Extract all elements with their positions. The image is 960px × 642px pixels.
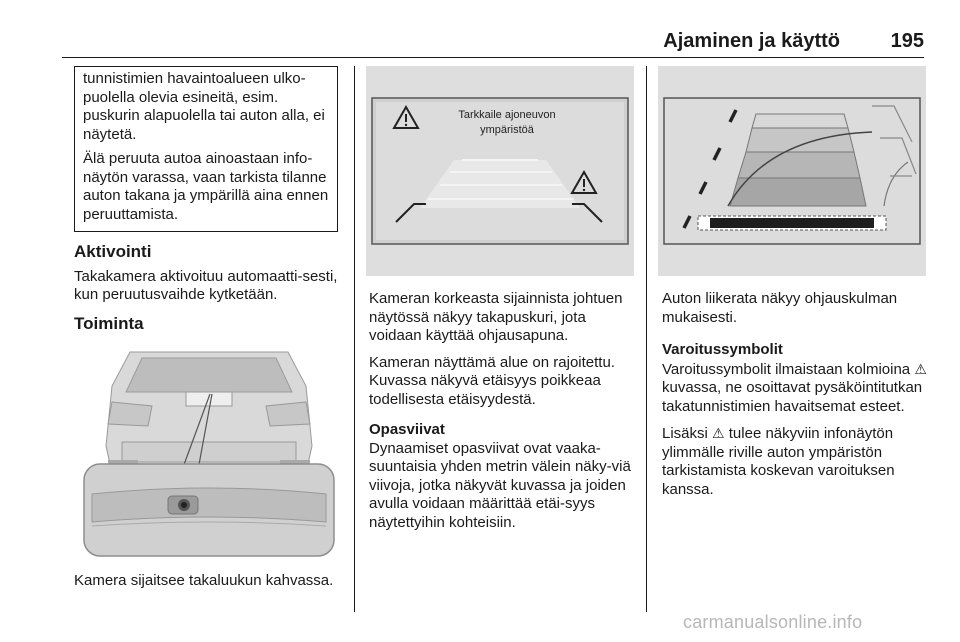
function-heading: Toiminta [74,313,144,333]
column-rule-2 [646,66,647,612]
warning-paragraph-2: Älä peruuta autoa ainoastaan info-näytön varassa, vaan tarkista tilanne auton takana ja ympärillä aina ennen peruuttamista. [83,150,329,223]
column-1-body [74,243,344,333]
rear-camera-screen-figure [366,66,634,276]
screen-warning-line-2: ympäristöä [480,124,534,136]
warning-paragraph-1: tunnistimien havaintoalueen ulko-puolella olevia esineitä, esim. puskurin alapuolella tai auton alla, ei näytetä. [83,70,325,143]
symbols-heading: Varoitussymbolit [662,341,783,358]
extra-text-a: Lisäksi [662,425,708,442]
column-rule-1 [354,66,355,612]
camera-caption-block [74,572,344,599]
screen-warning-line-1: Tarkkaile ajoneuvon [458,109,556,121]
col3-paragraph-1: Auton liikerata näkyy ohjauskulman mukaisesti. [662,290,898,326]
symbols-text-a: Varoitussymbolit ilmaistaan kolmioina [662,360,911,378]
warning-triangle-icon: ⚠ [712,425,725,441]
watermark: carmanualsonline.info [683,612,863,632]
warning-triangle-icon: ⚠ [914,360,927,377]
col2-paragraph-2: Kameran näyttämä alue on rajoitettu. Kuvassa näkyvä etäisyys poikkeaa todellisesta etäisyydestä. [369,353,615,408]
page-number: 195 [890,30,924,52]
activation-heading: Aktivointi [74,242,152,261]
chapter-title: Ajaminen ja käyttö [663,30,840,52]
warning-box [74,66,338,232]
camera-location-figure [82,346,336,558]
activation-text: Takakamera aktivoituu automaatti-sesti, kun peruutusvaihde kytketään. [74,267,338,303]
guides-heading: Opasviivat [369,421,445,438]
symbols-text-b: kuvassa, ne osoittavat pysäköintitutkan takatunnistimien havaitsemat esteet. [662,379,923,415]
dynamic-guidelines-figure [658,66,926,276]
camera-caption: Kamera sijaitsee takaluukun kahvassa. [74,572,334,589]
extra-text-b: tulee näkyviin infonäytön ylimmälle riville auton ympäristön tarkistamista koskevan varoituksen kanssa. [662,425,895,498]
header-rule [62,57,924,58]
col2-paragraph-1: Kameran korkeasta sijainnista johtuen näytössä näkyy takapuskuri, jota voidaan käyttää ohjausapuna. [369,290,623,344]
column-2-body [369,290,639,540]
column-3-body [662,290,930,507]
guides-text: Dynaamiset opasviivat ovat vaaka-suuntaisia yhden metrin välein näky-viä viivoja, jotka näkyvät kuvassa ja joiden avulla voidaan määrittää etäi-syys näytettyihin kohteisiin. [369,439,631,531]
